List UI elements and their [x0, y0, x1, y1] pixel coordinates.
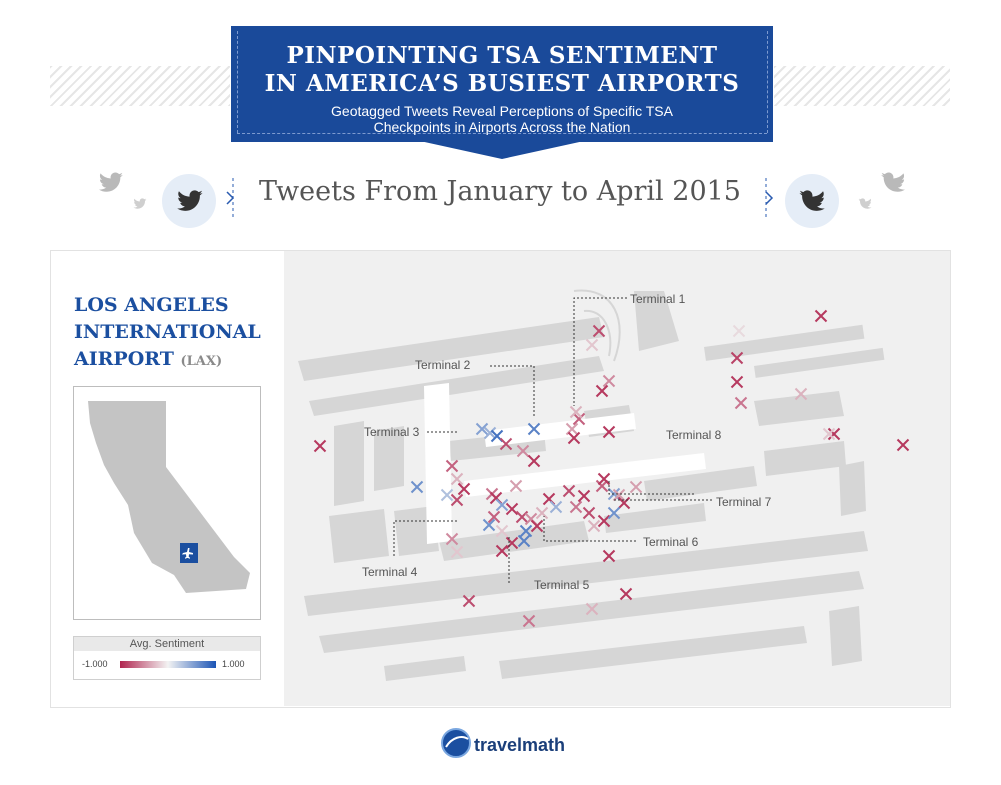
tweet-marker	[579, 491, 590, 502]
tweet-marker	[898, 440, 909, 451]
tweet-marker	[517, 512, 528, 523]
tweet-marker	[564, 486, 575, 497]
terminal-4-label: Terminal 4	[362, 565, 418, 579]
legend-title: Avg. Sentiment	[74, 637, 260, 651]
travelmath-logo-icon	[440, 727, 472, 759]
tweet-marker	[571, 502, 582, 513]
tweet-marker	[736, 398, 747, 409]
hatch-right	[774, 66, 950, 106]
tweet-marker	[497, 500, 508, 511]
twitter-bird-icon	[98, 172, 124, 194]
twitter-bird-icon	[176, 190, 204, 213]
california-map	[74, 387, 260, 619]
tweet-marker	[631, 482, 642, 493]
twitter-bird-icon	[858, 198, 872, 210]
tweet-marker	[604, 551, 615, 562]
subtitle-line-2: Checkpoints in Airports Across the Nation	[373, 119, 631, 135]
terminal-6-label: Terminal 6	[643, 535, 699, 549]
tweet-marker	[621, 589, 632, 600]
tweet-marker	[529, 456, 540, 467]
tweet-marker	[412, 482, 423, 493]
california-inset	[73, 386, 261, 620]
tweet-marker	[604, 376, 615, 387]
terminal-8-label: Terminal 8	[666, 428, 722, 442]
twitter-bird-icon	[880, 172, 906, 194]
airport-name-line-3-wrap	[74, 346, 274, 375]
tweet-marker	[816, 311, 827, 322]
airport-code: (LAX)	[180, 354, 223, 369]
twitter-bird-icon	[798, 190, 826, 213]
subtitle-line-1: Geotagged Tweets Reveal Perceptions of Specific TSA	[331, 103, 673, 119]
legend-gradient	[120, 661, 216, 668]
airport-name-line-2: INTERNATIONAL	[74, 321, 261, 343]
tweet-marker	[584, 508, 595, 519]
airport-layout	[284, 251, 950, 706]
tweet-marker	[315, 441, 326, 452]
legend-max: 1.000	[222, 659, 245, 669]
twitter-bird-icon	[133, 198, 147, 210]
terminal-5-label: Terminal 5	[534, 578, 590, 592]
tweet-stream-icon	[762, 178, 776, 218]
terminal-2-label: Terminal 2	[415, 358, 471, 372]
tweet-marker	[734, 326, 745, 337]
tweet-marker	[452, 495, 463, 506]
brand-name: travelmath	[474, 735, 566, 755]
tweet-marker	[551, 502, 562, 513]
tweet-stream-icon	[223, 178, 237, 218]
terminal-3-label: Terminal 3	[364, 425, 420, 439]
legend-min: -1.000	[82, 659, 108, 669]
banner-notch	[420, 141, 584, 159]
period-heading: Tweets From January to April 2015	[259, 176, 741, 207]
tweet-marker	[732, 377, 743, 388]
tweet-marker	[537, 508, 548, 519]
hatch-left	[50, 66, 230, 106]
airport-name-line-3: AIRPORT	[74, 348, 174, 370]
tweet-marker	[507, 504, 518, 515]
terminal-7-label: Terminal 7	[716, 495, 772, 509]
tweet-marker	[452, 474, 463, 485]
tweet-marker	[587, 340, 598, 351]
terminal-1-label: Terminal 1	[630, 292, 686, 306]
tweet-marker	[589, 521, 600, 532]
sentiment-legend	[73, 636, 261, 680]
title-line-1: PINPOINTING TSA SENTIMENT	[286, 42, 718, 69]
tweet-marker	[597, 386, 608, 397]
airport-name	[74, 292, 274, 375]
airport-name-line-1: LOS ANGELES	[74, 294, 229, 316]
title-line-2: IN AMERICA’S BUSIEST AIRPORTS	[264, 70, 740, 97]
